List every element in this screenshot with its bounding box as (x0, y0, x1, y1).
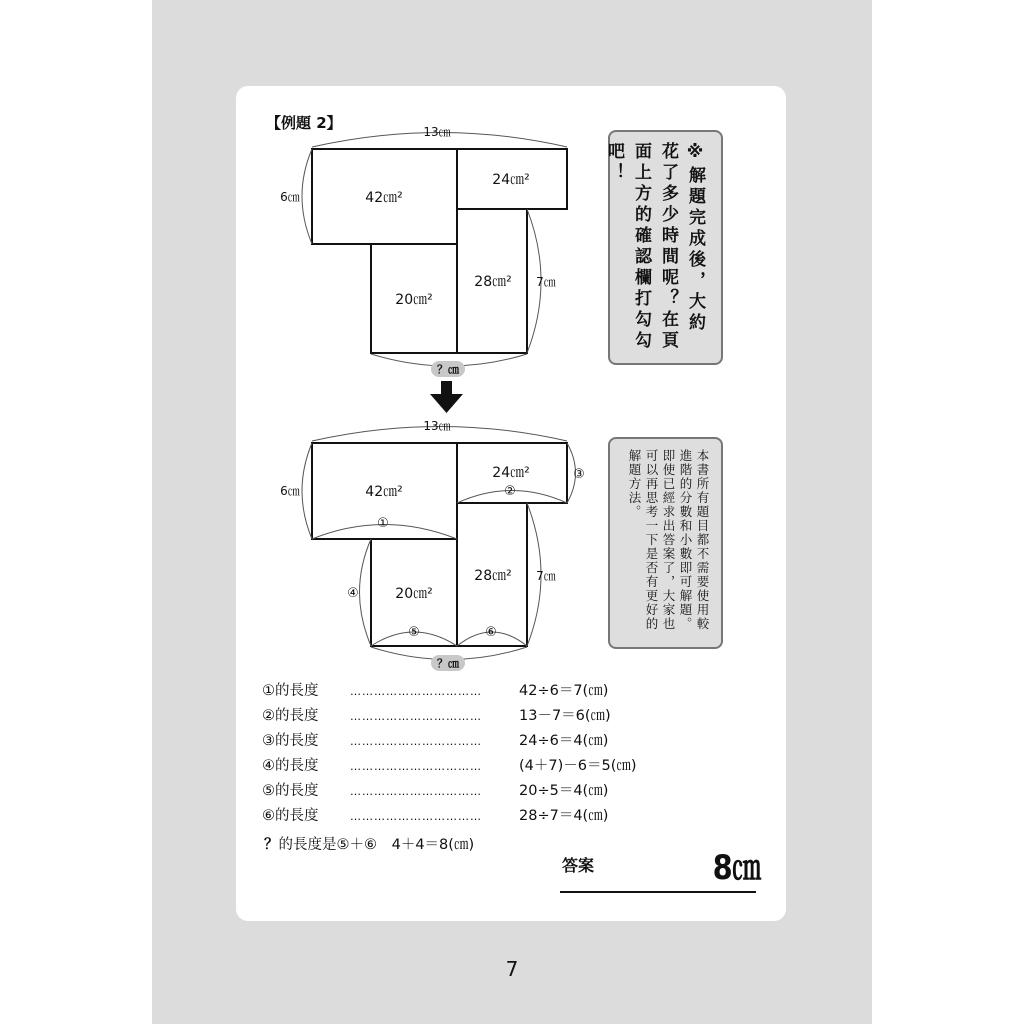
marker-5: ⑤ (408, 625, 420, 640)
solution-value: 13－7＝6(㎝) (519, 708, 611, 724)
top-dim-2: 13㎝ (423, 419, 451, 433)
left-dim-2: 6㎝ (280, 484, 300, 498)
page-number: 7 (505, 957, 519, 981)
solution-value: 20÷5＝4(㎝) (519, 783, 609, 799)
brace-left-1 (302, 149, 312, 244)
area-42-2: 42㎝² (365, 484, 403, 500)
area-28-1: 28㎝² (474, 274, 512, 290)
brace-4 (360, 539, 372, 646)
question-mark: ？ (264, 837, 279, 853)
area-20-1: 20㎝² (395, 292, 433, 308)
question-sum-text: 的長度是⑤＋⑥ (278, 837, 377, 853)
marker-3: ③ (573, 467, 585, 482)
solution-dots: …………………………… (350, 810, 482, 823)
marker-1: ① (377, 516, 389, 531)
area-24-1: 24㎝² (492, 172, 530, 188)
solution-dots: …………………………… (350, 685, 482, 698)
solution-label: ⑥的長度 (262, 808, 319, 824)
question-1: ？㎝ (437, 363, 459, 376)
top-dim-1: 13㎝ (423, 125, 451, 139)
time-check-note-text: ※解題完成後，大約花了多少時間呢？在頁面上方的確認欄打勾勾吧！ (604, 142, 705, 352)
question-sum-calc: 4＋4＝8(㎝) (391, 837, 475, 853)
solution-dots: …………………………… (350, 735, 482, 748)
right-dim-2: 7㎝ (536, 569, 556, 583)
solution-label: ②的長度 (262, 708, 319, 724)
marker-6: ⑥ (485, 625, 497, 640)
solution-value: 42÷6＝7(㎝) (519, 683, 609, 699)
area-42-1: 42㎝² (365, 190, 403, 206)
solution-dots: …………………………… (350, 785, 482, 798)
question-2: ？㎝ (437, 657, 459, 670)
solution-value: 24÷6＝4(㎝) (519, 733, 609, 749)
solution-label: ⑤的長度 (262, 783, 319, 799)
answer-underline (560, 891, 756, 893)
left-dim-1: 6㎝ (280, 190, 300, 204)
area-24-2: 24㎝² (492, 465, 530, 481)
solution-label: ③的長度 (262, 733, 319, 749)
solution-value: (4＋7)－6＝5(㎝) (519, 758, 637, 774)
solution-dots: …………………………… (350, 710, 482, 723)
area-28-2: 28㎝² (474, 568, 512, 584)
solution-dots: …………………………… (350, 760, 482, 773)
question-sum-line (264, 833, 474, 854)
solution-value: 28÷7＝4(㎝) (519, 808, 609, 824)
marker-4: ④ (347, 586, 359, 601)
answer-value: 8㎝ (712, 848, 760, 888)
example-title: 【例題 2】 (266, 114, 342, 132)
method-note (608, 437, 723, 649)
solution-label: ①的長度 (262, 683, 319, 699)
right-dim-1: 7㎝ (536, 275, 556, 289)
time-check-note (604, 130, 723, 365)
solution-label: ④的長度 (262, 758, 319, 774)
method-note-text: 本書所有題目都不需要使用較進階的分數和小數即可解題。即使已經求出答案了，大家也可以再思考一下是否有更好的解題方法。 (627, 449, 710, 631)
brace-left-2 (302, 443, 312, 539)
marker-2: ② (504, 484, 516, 499)
answer-label: 答案 (562, 856, 595, 875)
down-arrow-icon (430, 381, 463, 413)
area-20-2: 20㎝² (395, 586, 433, 602)
